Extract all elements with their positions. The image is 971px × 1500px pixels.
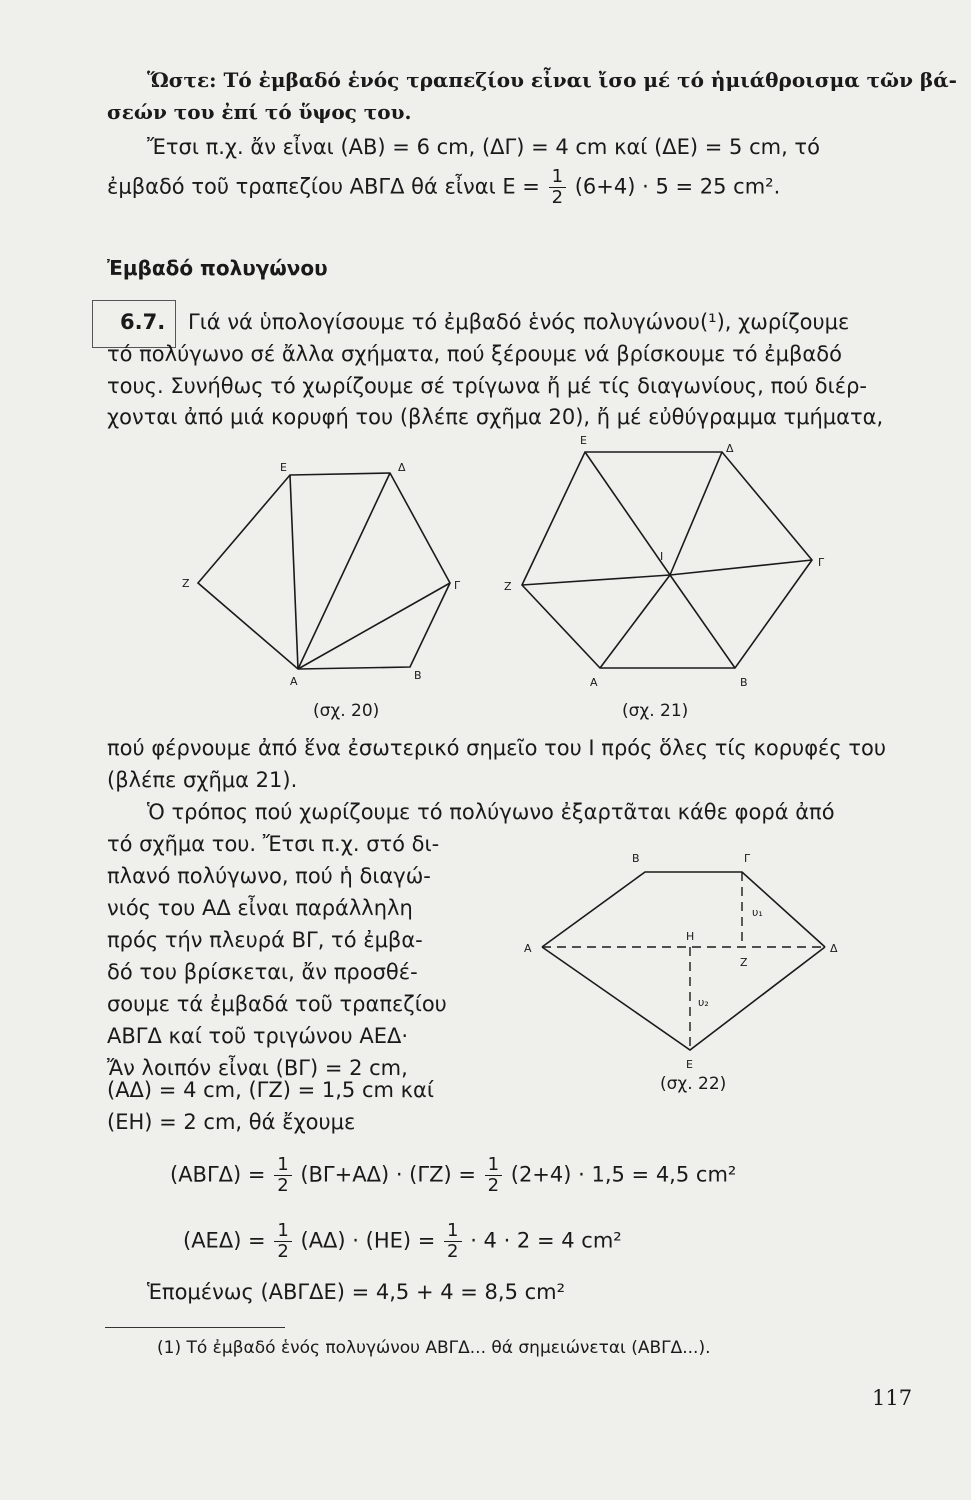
body-line-5: πλανό πολύγωνο, πού ἡ διαγώ- <box>107 864 431 888</box>
fig20-label-Z: Ζ <box>182 577 190 590</box>
fig22-label-G: Γ <box>744 852 751 865</box>
fig21-label-A: Α <box>590 676 598 689</box>
figure-20 <box>170 455 470 725</box>
fraction-denominator: 2 <box>447 1241 459 1262</box>
fig22-label-u2: υ₂ <box>698 996 709 1009</box>
formula-1-right: (2+4) · 1,5 = 4,5 cm² <box>510 1162 737 1187</box>
body-line-13: (ΕΗ) = 2 cm, θά ἔχουμε <box>107 1110 356 1134</box>
formula-1-half-a <box>274 1156 291 1195</box>
footnote-rule <box>105 1327 285 1328</box>
section-number: 6.7. <box>120 310 166 334</box>
fig20-diagonal-AD <box>298 473 390 669</box>
fraction-numerator: 1 <box>485 1156 502 1176</box>
formula-2-right: · 4 · 2 = 4 cm² <box>470 1228 622 1253</box>
fig21-label-I: Ι <box>660 550 664 563</box>
figure-22 <box>520 840 850 1075</box>
figure-20-drawing <box>170 455 470 725</box>
fraction-numerator: 1 <box>274 1222 291 1242</box>
intro-bold-line-2: σεών του ἐπί τό ὕψος του. <box>107 100 412 124</box>
intro-formula <box>107 168 780 207</box>
fig22-outline-lower <box>542 947 825 1050</box>
fig20-label-A: Α <box>290 675 298 688</box>
fraction-numerator: 1 <box>274 1156 291 1176</box>
fig21-label-E: Ε <box>580 434 587 447</box>
fraction-denominator: 2 <box>551 187 564 208</box>
fig20-polygon <box>198 473 450 669</box>
fig20-label-G: Γ <box>454 579 461 592</box>
figure-22-caption: (σχ. 22) <box>660 1074 727 1094</box>
body-line-7: πρός τήν πλευρά ΒΓ, τό ἐμβα- <box>107 928 423 952</box>
page-number: 117 <box>872 1386 913 1410</box>
formula-1 <box>170 1156 736 1195</box>
figure-20-caption: (σχ. 20) <box>313 701 380 721</box>
fig22-outline-upper <box>542 872 825 947</box>
formula-2-mid: (ΑΔ) · (ΗΕ) = <box>300 1228 436 1253</box>
formula-2 <box>183 1222 622 1261</box>
fig22-label-B: Β <box>632 852 640 865</box>
fig22-label-H: Η <box>686 930 695 943</box>
section-line-3: τους. Συνήθως τό χωρίζουμε σέ τρίγωνα ἤ μέ τίς διαγωνίους, πού διέρ- <box>107 374 867 398</box>
intro-example-line: Ἔτσι π.χ. ἄν εἶναι (ΑΒ) = 6 cm, (ΔΓ) = 4 cm καί (ΔΕ) = 5 cm, τό <box>147 135 820 159</box>
fig22-label-A: Α <box>524 942 532 955</box>
fig21-segment-IA <box>600 575 670 668</box>
body-line-3: Ὁ τρόπος πού χωρίζουμε τό πολύγωνο ἐξαρτᾶται κάθε φορά ἀπό <box>147 800 835 824</box>
formula-2-half-b <box>444 1222 461 1261</box>
section-line-1: Γιά νά ὑπολογίσουμε τό ἐμβαδό ἑνός πολυγώνου(¹), χωρίζουμε <box>188 310 850 334</box>
fig21-segment-IB <box>670 575 735 668</box>
fig22-label-D: Δ <box>830 942 838 955</box>
figure-21 <box>500 430 830 695</box>
intro-bold-line-1: Ὥστε: Τό ἐμβαδό ἑνός τραπεζίου εἶναι ἴσο μέ τό ἡμιάθροισμα τῶν βά- <box>147 68 957 92</box>
formula-2-half-a <box>274 1222 291 1261</box>
fig20-label-B: Β <box>414 669 422 682</box>
section-heading: Ἐμβαδό πολυγώνου <box>107 256 328 280</box>
body-line-1: πού φέρνουμε ἀπό ἕνα ἐσωτερικό σημεῖο του Ι πρός ὅλες τίς κορυφές του <box>107 736 887 760</box>
body-line-12: (ΑΔ) = 4 cm, (ΓΖ) = 1,5 cm καί <box>107 1078 434 1102</box>
fig21-segment-IZ <box>522 575 670 585</box>
fig20-diagonal-AE <box>290 475 298 669</box>
fig21-label-B: Β <box>740 676 748 689</box>
fraction-denominator: 2 <box>277 1241 289 1262</box>
fig21-label-G: Γ <box>818 556 825 569</box>
figure-21-drawing <box>500 430 830 695</box>
body-line-11: Ἄν λοιπόν εἶναι (ΒΓ) = 2 cm, <box>107 1056 408 1080</box>
fig21-segment-ID <box>670 452 722 575</box>
footnote: (1) Τό ἐμβαδό ἑνός πολυγώνου ΑΒΓΔ... θά σημειώνεται (ΑΒΓΔ...). <box>157 1338 711 1358</box>
formula-1-left: (ΑΒΓΔ) = <box>170 1162 266 1187</box>
formula-3: Ἑπομένως (ΑΒΓΔΕ) = 4,5 + 4 = 8,5 cm² <box>147 1280 566 1304</box>
fig22-label-E: Ε <box>686 1058 693 1071</box>
fig20-label-D: Δ <box>398 461 406 474</box>
body-line-6: νιός του ΑΔ εἶναι παράλληλη <box>107 896 413 920</box>
fraction-denominator: 2 <box>277 1175 289 1196</box>
fig21-label-D: Δ <box>726 442 734 455</box>
fig21-label-Z: Ζ <box>504 580 512 593</box>
section-line-2: τό πολύγωνο σέ ἄλλα σχήματα, πού ξέρουμε νά βρίσκουμε τό ἐμβαδό <box>107 342 842 366</box>
intro-formula-suffix: (6+4) · 5 = 25 cm². <box>574 174 781 199</box>
figure-22-drawing <box>520 840 850 1075</box>
body-line-2: (βλέπε σχῆμα 21). <box>107 768 298 792</box>
section-line-4: χονται ἀπό μιά κορυφή του (βλέπε σχῆμα 20), ἤ μέ εὐθύγραμμα τμήματα, <box>107 405 884 429</box>
fig20-label-E: Ε <box>280 461 287 474</box>
body-line-10: ΑΒΓΔ καί τοῦ τριγώνου ΑΕΔ· <box>107 1024 409 1048</box>
formula-2-left: (ΑΕΔ) = <box>183 1228 266 1253</box>
formula-1-half-b <box>485 1156 502 1195</box>
body-line-9: σουμε τά ἐμβαδά τοῦ τραπεζίου <box>107 992 447 1016</box>
fig20-diagonal-AG <box>298 583 450 669</box>
figure-21-caption: (σχ. 21) <box>622 701 689 721</box>
fraction-numerator: 1 <box>549 168 566 188</box>
fig21-segment-IG <box>670 560 812 575</box>
body-line-4: τό σχῆμα του. Ἔτσι π.χ. στό δι- <box>107 832 440 856</box>
fraction-numerator: 1 <box>444 1222 461 1242</box>
fig21-segment-IE <box>585 452 670 575</box>
intro-formula-prefix: ἐμβαδό τοῦ τραπεζίου ΑΒΓΔ θά εἶναι Ε = <box>107 174 540 199</box>
formula-1-mid: (ΒΓ+ΑΔ) · (ΓΖ) = <box>300 1162 476 1187</box>
body-line-8: δό του βρίσκεται, ἄν προσθέ- <box>107 960 418 984</box>
fig21-polygon <box>522 452 812 668</box>
fig22-label-Z: Ζ <box>740 956 748 969</box>
intro-half-fraction <box>549 168 566 207</box>
fraction-denominator: 2 <box>487 1175 500 1196</box>
fig22-label-u1: υ₁ <box>752 906 763 919</box>
